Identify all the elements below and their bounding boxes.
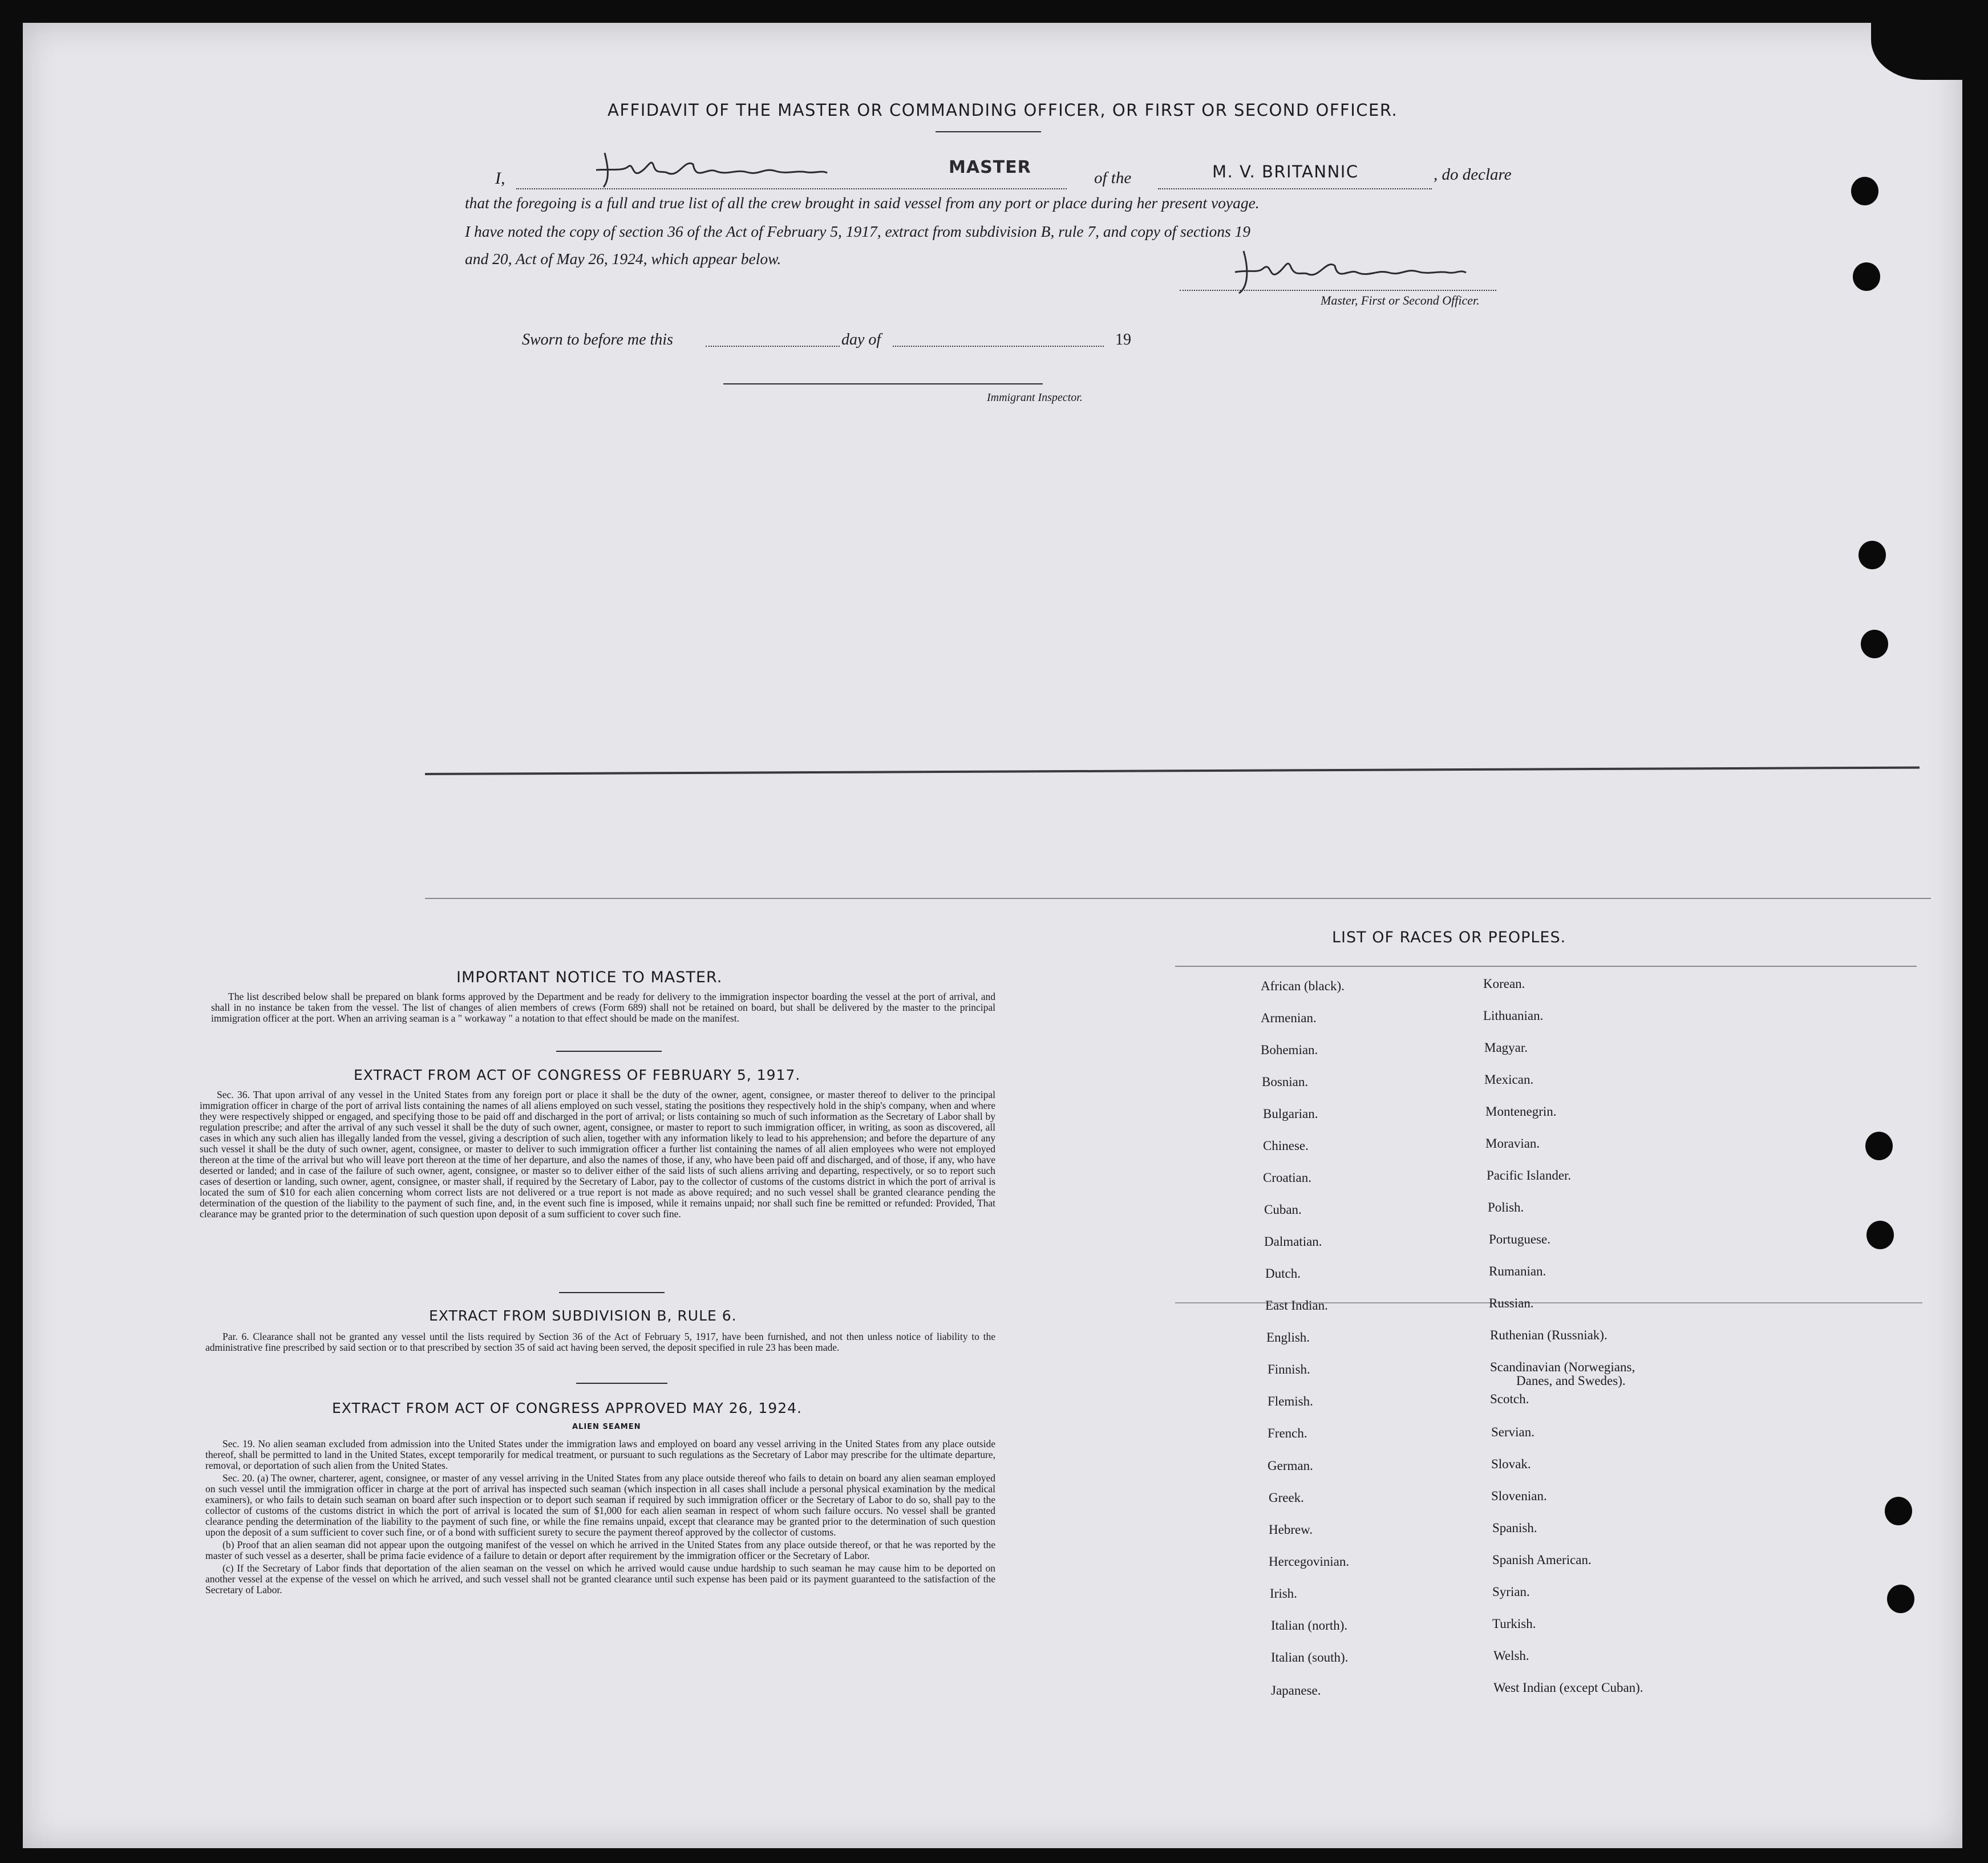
race-item: Lithuanian. (1483, 1009, 1544, 1023)
do-declare-label: , do declare (1434, 165, 1512, 184)
section-20b-paragraph: (b) Proof that an alien seaman did not appear upon the outgoing manifest of the vessel on which he arrived in the United States from any place outside thereof, or that he was reported by the master of such vessel as a deserter, shall be prima facie evidence of a failure to detain or deport after requirement by the immigration officer or the Secretary of Labor. (205, 1539, 995, 1561)
race-item: Turkish. (1492, 1617, 1536, 1631)
punch-hole (1861, 630, 1888, 658)
race-item: Hebrew. (1269, 1522, 1313, 1537)
race-item: Mexican. (1484, 1072, 1534, 1087)
divider (576, 1383, 667, 1384)
race-item: Magyar. (1484, 1040, 1528, 1055)
affidavit-title: AFFIDAVIT OF THE MASTER OR COMMANDING OFFICER, OR FIRST OR SECOND OFFICER. (608, 100, 1398, 120)
race-item: Portuguese. (1489, 1232, 1550, 1246)
sworn-label: Sworn to before me this (522, 331, 673, 349)
race-item: Japanese. (1271, 1683, 1321, 1698)
bleed-rule (1175, 966, 1917, 967)
race-item: Bosnian. (1262, 1075, 1309, 1089)
handwritten-signature (593, 147, 839, 193)
race-item: Korean. (1483, 977, 1525, 991)
race-item: Spanish. (1492, 1521, 1537, 1535)
race-item: Italian (north). (1271, 1618, 1348, 1633)
vessel-value: M. V. BRITANNIC (1212, 162, 1359, 181)
race-item: English. (1266, 1330, 1310, 1344)
punch-hole (1865, 1132, 1893, 1160)
inspector-caption: Immigrant Inspector. (987, 391, 1083, 404)
race-item: West Indian (except Cuban). (1493, 1680, 1643, 1695)
affidavit-line-3: and 20, Act of May 26, 1924, which appear below. (465, 250, 782, 268)
punch-hole (1866, 1221, 1894, 1249)
race-item: Hercegovinian. (1269, 1554, 1350, 1569)
punch-hole (1887, 1585, 1914, 1613)
signature-caption: Master, First or Second Officer. (1321, 293, 1480, 307)
extract-1917-text (200, 1090, 995, 1221)
race-item: African (black). (1261, 979, 1345, 993)
race-item: Ruthenian (Russniak). (1490, 1328, 1608, 1342)
race-item: Scotch. (1490, 1392, 1529, 1406)
section-20c-paragraph: (c) If the Secretary of Labor finds that deportation of the alien seaman on the vessel on which he arrived would cause undue hardship to such seaman he may cause him to be deported on another vessel at the expense of the vessel on which he arrived, and such vessel shall not be granted clearance until such expense has been paid or its payment guaranteed to the satisfaction of the Secretary of Labor. (205, 1562, 995, 1595)
day-of-label: day of (841, 331, 881, 349)
notice-text (211, 991, 995, 1026)
par-6-paragraph: Par. 6. Clearance shall not be granted any vessel until the lists required by Section 36 of the Act of February 5, 1917, have been furnished, and not then unless notice of liability to the administrative fine prescribed by said section or to that prescribed by section 35 of said act having been served, the deposit specified in rule 23 has been made. (205, 1331, 995, 1353)
race-item: Greek. (1269, 1491, 1304, 1505)
race-item: Pacific Islander. (1487, 1168, 1572, 1182)
race-item: Dutch. (1265, 1266, 1301, 1281)
notice-paragraph: The list described below shall be prepared on blank forms approved by the Department and be ready for delivery to the immigration inspector boarding the vessel at the port of arrival, and shall in no instance be taken from the vessel. The list of changes of alien members of crews (Form 689) shall not be retained on board, but shall be delivered by the master to the principal immigration officer at the port. When an arriving seaman is a " workaway " a notation to that effect should be made on the manifest. (211, 991, 995, 1024)
title-underline (936, 131, 1041, 132)
divider (556, 1051, 662, 1052)
race-item: Finnish. (1268, 1362, 1310, 1376)
race-item: Scandinavian (Norwegians, (1490, 1360, 1635, 1374)
race-item: Chinese. (1263, 1139, 1309, 1153)
race-item: French. (1268, 1426, 1307, 1440)
race-item: Irish. (1270, 1586, 1297, 1601)
year-label: 19 (1115, 331, 1131, 349)
race-item-continued: Danes, and Swedes). (1516, 1374, 1626, 1388)
race-item: Cuban. (1264, 1202, 1302, 1217)
sworn-day-blank (706, 346, 840, 347)
extract-1924-title: EXTRACT FROM ACT OF CONGRESS APPROVED MAY 26, 1924. (332, 1400, 802, 1416)
divider (559, 1292, 665, 1293)
race-item: German. (1268, 1459, 1313, 1473)
sworn-month-blank (893, 346, 1104, 347)
race-item: Polish. (1488, 1200, 1524, 1214)
section-36-paragraph: Sec. 36. That upon arrival of any vessel in the United States from any foreign port or place it shall be the duty of the owner, agent, consignee, or master thereof to deliver to the principal immigration officer in charge of the port of arrival lists containing the names of all aliens employed on such vessel, stating the positions they respectively hold in the ship's company, when and where they were respectively shipped or engaged, and specifying those to be paid off and discharged in the port of arrival; or lists containing so much of such information as the Secretary of Labor shall by regulation prescribe; and after the arrival of any such vessel it shall be the duty of such owner, agent, consignee, or master to report to such immigration officer, in writing, as soon as discovered, all cases in which any such alien has illegally landed from the vessel, giving a description of such alien, together with any information likely to lead to his apprehension; and before the departure of any such vessel it shall be the duty of such owner, agent, consignee, or master to deliver to such immigration officer a further list containing the names of all alien employees who were not employed thereon at the time of the arrival but who will leave port thereon at the time of her departure, and also the names of those, if any, who have been paid off and discharged, and of those, if any, who have deserted or landed; and in case of the failure of such owner, agent, consignee, or master so to deliver either of the said lists of such aliens arriving and departing, respectively, or so to report such cases of desertion or landing, such owner, agent, consignee, or master shall, if required by the Secretary of Labor, pay to the collector of customs of the customs district in which the port of arrival is located the sum of $10 for each alien concerning whom correct lists are not delivered or a true report is not made as above required; and no such vessel shall be granted clearance pending the determination of the question of the liability to the payment of such fine, and, in the event such fine is imposed, while it remains unpaid; nor shall such fine be remitted or refunded: Provided, That clearance may be granted prior to the determination of such question upon deposit of a sum sufficient to cover such fine. (200, 1089, 995, 1220)
extract-1917-title: EXTRACT FROM ACT OF CONGRESS OF FEBRUARY 5, 1917. (354, 1067, 801, 1083)
bleed-rule (425, 898, 1931, 899)
race-item: Flemish. (1268, 1394, 1313, 1408)
subdivision-text (205, 1331, 995, 1355)
punch-hole (1885, 1497, 1912, 1525)
punch-hole (1853, 262, 1880, 291)
of-the-label: of the (1094, 169, 1132, 187)
signature-blank (1180, 290, 1496, 291)
punch-hole (1859, 541, 1886, 569)
section-19-paragraph: Sec. 19. No alien seaman excluded from admission into the United States under the immigration laws and employed on board any vessel arriving in the United States from any place outside thereof, shall be permitted to land in the United States, except temporarily for medical treatment, or pursuant to such regulations as the Secretary of Labor may prescribe for the ultimate departure, removal, or deportation of such alien from the United States. (205, 1438, 995, 1471)
race-item: Servian. (1491, 1425, 1535, 1439)
race-item: Spanish American. (1492, 1553, 1592, 1567)
race-item: Dalmatian. (1264, 1234, 1322, 1249)
punch-hole (1851, 177, 1878, 205)
name-blank (516, 188, 1067, 189)
affidavit-line-2: I have noted the copy of section 36 of the Act of February 5, 1917, extract from subdivision B, rule 7, and copy of sections 19 (465, 222, 1251, 240)
races-title: LIST OF RACES OR PEOPLES. (1332, 929, 1566, 946)
affidavit-line-1: that the foregoing is a full and true list of all the crew brought in said vessel from any port or place during her present voyage. (465, 194, 1260, 212)
race-item: Welsh. (1493, 1649, 1529, 1663)
race-item: Moravian. (1485, 1136, 1540, 1151)
notice-title: IMPORTANT NOTICE TO MASTER. (456, 969, 723, 986)
rank-value: MASTER (949, 157, 1031, 177)
race-item: Croatian. (1263, 1171, 1311, 1185)
race-item: Russian. (1489, 1296, 1534, 1310)
section-20a-paragraph: Sec. 20. (a) The owner, charterer, agent, consignee, or master of any vessel arriving in the United States from any place outside thereof who fails to detain on board any alien seaman employed on such vessel until the immigration officer in charge at the port of arrival has inspected such seaman (which inspection in all cases shall include a personal physical examination by the medical examiners), or who fails to detain such seaman on board after such inspection or to deport such seaman if required by such immigration officer or the Secretary of Labor to do so, shall pay to the collector of customs of the customs district in which the port of arrival is located the sum of $1,000 for each alien seaman in respect of whom such failure occurs. No vessel shall be granted clearance pending the determination of the liability to the payment of such fine, or while the fine remains unpaid, except that clearance may be granted prior to the determination of such question upon the deposit of a sum sufficient to cover such fine, or of a bond with sufficient surety to secure the payment thereof approved by the collector of customs. (205, 1472, 995, 1538)
race-item: Italian (south). (1271, 1650, 1349, 1664)
extract-1924-text (205, 1439, 995, 1597)
race-item: Syrian. (1492, 1585, 1530, 1599)
race-item: Armenian. (1261, 1011, 1317, 1025)
race-item: Rumanian. (1489, 1264, 1546, 1278)
inspector-line (723, 383, 1043, 384)
race-item: Slovak. (1491, 1457, 1531, 1471)
race-item: Bulgarian. (1263, 1107, 1318, 1121)
race-item: East Indian. (1265, 1298, 1328, 1313)
race-item: Bohemian. (1261, 1043, 1318, 1057)
race-item: Montenegrin. (1485, 1104, 1557, 1119)
alien-seamen-subtitle: ALIEN SEAMEN (572, 1423, 641, 1431)
i-label: I, (495, 169, 505, 188)
subdivision-title: EXTRACT FROM SUBDIVISION B, RULE 6. (429, 1307, 737, 1324)
race-item: Slovenian. (1491, 1489, 1547, 1503)
vessel-blank (1158, 188, 1432, 189)
